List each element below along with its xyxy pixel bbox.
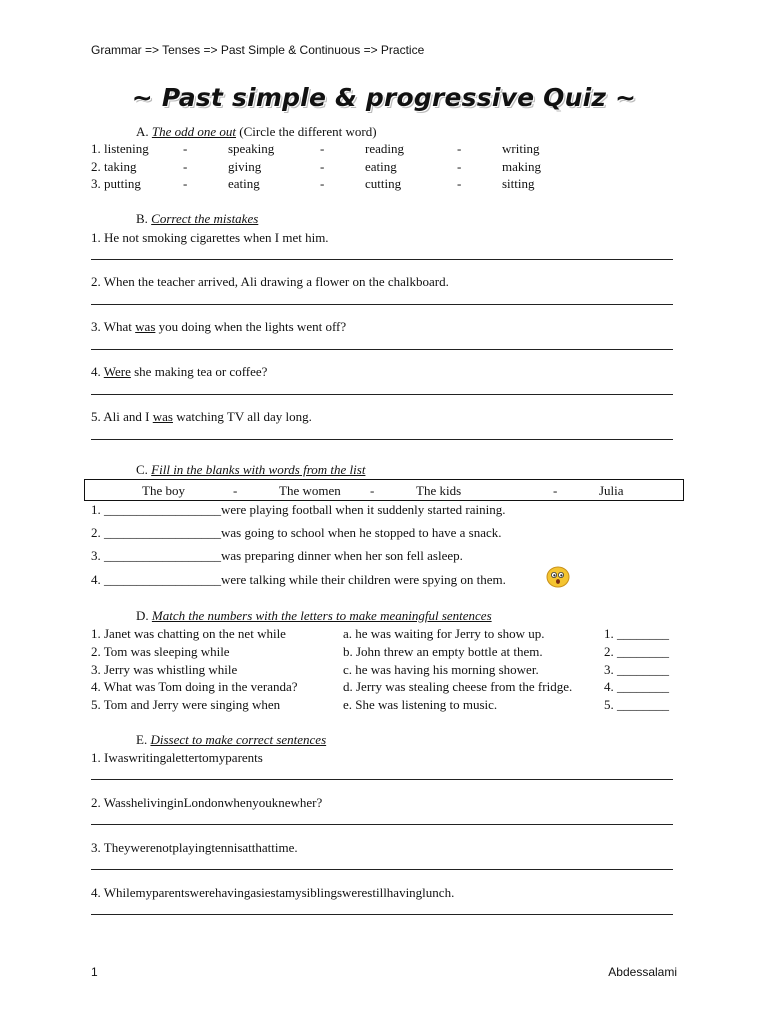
answer-line[interactable] <box>91 869 673 870</box>
match-row: 4. What was Tom doing in the veranda? d. Jerry was stealing cheese from the fridge. 4. ________ <box>91 679 669 694</box>
correction-item: 4. Were she making tea or coffee? <box>91 364 268 379</box>
answer-line[interactable] <box>91 914 673 915</box>
surprised-face-icon <box>546 566 570 588</box>
word-list-box: The boy - The women - The kids - Julia <box>84 479 684 501</box>
word-option[interactable]: cutting <box>365 176 402 191</box>
correction-item: 3. What was you doing when the lights went off? <box>91 319 347 334</box>
answer-line[interactable] <box>91 394 673 395</box>
match-row: 1. Janet was chatting on the net while a. he was waiting for Jerry to show up. 1. ________ <box>91 626 669 641</box>
answer-line[interactable] <box>91 824 673 825</box>
section-b-heading: B. Correct the mistakes <box>136 211 259 226</box>
word-option[interactable]: making <box>502 159 541 174</box>
word-list-item: Julia <box>599 483 624 498</box>
dissect-item: 4. Whilemyparentswerehavingasiestamysiblingswerestillhavinglunch. <box>91 885 455 900</box>
match-row: 5. Tom and Jerry were singing when e. She was listening to music. 5. ________ <box>91 697 669 712</box>
match-answer-blank[interactable]: 5. ________ <box>604 697 669 712</box>
word-option[interactable]: sitting <box>502 176 535 191</box>
match-row: 3. Jerry was whistling while c. he was having his morning shower. 3. ________ <box>91 662 669 677</box>
answer-line[interactable] <box>91 304 673 305</box>
match-answer-blank[interactable]: 1. ________ <box>604 626 669 641</box>
dissect-item: 3. Theywerenotplayingtennisatthattime. <box>91 840 298 855</box>
match-answer-blank[interactable]: 4. ________ <box>604 679 669 694</box>
section-c-heading: C. Fill in the blanks with words from the list <box>136 462 366 477</box>
match-answer-blank[interactable]: 3. ________ <box>604 662 669 677</box>
word-option[interactable]: speaking <box>228 141 275 156</box>
word-option[interactable]: listening <box>104 141 149 156</box>
word-option[interactable]: reading <box>365 141 404 156</box>
word-option[interactable]: taking <box>104 159 137 174</box>
section-e-heading: E. Dissect to make correct sentences <box>136 732 327 747</box>
word-list-item: The kids <box>416 483 462 498</box>
correction-item: 5. Ali and I was watching TV all day long. <box>91 409 312 424</box>
fill-blank-item[interactable]: 3. __________________was preparing dinner when her son fell asleep. <box>91 548 463 563</box>
odd-one-out-row: 1. listening - speaking - reading - writing <box>91 141 540 156</box>
author-name: Abdessalami <box>608 965 677 979</box>
section-a-heading: A. The odd one out (Circle the different word) <box>136 124 377 139</box>
match-row: 2. Tom was sleeping while b. John threw an empty bottle at them. 2. ________ <box>91 644 669 659</box>
match-answer-blank[interactable]: 2. ________ <box>604 644 669 659</box>
fill-blank-item[interactable]: 2. __________________was going to school when he stopped to have a snack. <box>91 525 502 540</box>
dissect-item: 2. WasshelivinginLondonwhenyouknewher? <box>91 795 323 810</box>
word-option[interactable]: eating <box>228 176 260 191</box>
word-list-item: The boy <box>142 483 185 498</box>
fill-blank-item[interactable]: 1. __________________were playing football when it suddenly started raining. <box>91 502 506 517</box>
word-option[interactable]: eating <box>365 159 397 174</box>
answer-line[interactable] <box>91 349 673 350</box>
section-d-heading: D. Match the numbers with the letters to make meaningful sentences <box>136 608 492 623</box>
dissect-item: 1. Iwaswritingalettertomyparents <box>91 750 263 765</box>
odd-one-out-row: 3. putting - eating - cutting - sitting <box>91 176 535 191</box>
page-title: ~ Past simple & progressive Quiz ~ <box>131 83 637 112</box>
page-number: 1 <box>91 965 98 979</box>
word-option[interactable]: writing <box>502 141 540 156</box>
answer-line[interactable] <box>91 439 673 440</box>
word-list-item: The women <box>279 483 341 498</box>
correction-item: 1. He not smoking cigarettes when I met him. <box>91 230 329 245</box>
breadcrumb: Grammar => Tenses => Past Simple & Continuous => Practice <box>91 43 425 57</box>
answer-line[interactable] <box>91 779 673 780</box>
odd-one-out-row: 2. taking - giving - eating - making <box>91 159 541 174</box>
correction-item: 2. When the teacher arrived, Ali drawing a flower on the chalkboard. <box>91 274 449 289</box>
fill-blank-item[interactable]: 4. __________________were talking while their children were spying on them. <box>91 572 506 587</box>
word-option[interactable]: giving <box>228 159 262 174</box>
answer-line[interactable] <box>91 259 673 260</box>
word-option[interactable]: putting <box>104 176 141 191</box>
